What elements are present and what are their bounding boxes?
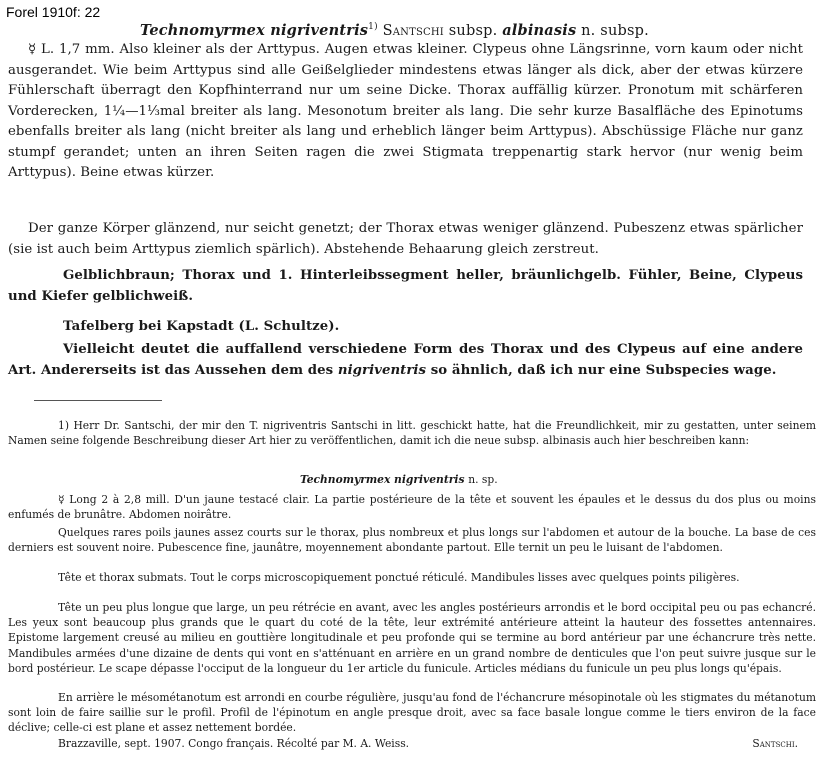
footnote-separator [34,400,162,401]
title-author: Santschi [382,23,444,39]
footnote-author-signature: Santschi. [752,737,798,750]
description-paragraph-3: Gelblichbraun; Thorax und 1. Hinterleibssegment heller, bräunlichgelb. Fühler, Beine, Clypeus und Kiefer gelblichweiß. [8,268,803,304]
footnote-paragraph-1: ☿ Long 2 à 2,8 mill. D'un jaune testacé clair. La partie postérieure de la tête et souvent les épaules et le dessus du dos plus ou moins enfumés de brunâtre. Abdomen noirâtre. [8,493,816,522]
description-paragraph-1: ☿ L. 1,7 mm. Also kleiner als der Arttypus. Augen etwas kleiner. Clypeus ohne Längsrinne, vorn kaum oder nicht ausgerandet. Wie beim Arttypus sind alle Geißelglieder mindestens etwas länger als dick, aber der etwas kürzere Fühlerschaft überragt den Kopfhinterrand nur um seine Dicke. Thorax auffällig kürzer. Pronotum mit schärferen Vorderecken, 1¼—1⅓mal breiter als lang. Mesonotum breiter als lang. Die sehr kurze Basalfläche des Epinotums ebenfalls breiter als lang (nicht breiter als lang und erheblich länger beim Arttypus). Abschüssige Fläche nur ganz stumpf gerandet; unten an ihren Seiten ragen die zwei Stigmata treppenartig stark hervor (nur wenig beim Arttypus). Beine etwas kürzer. [8,42,803,180]
title-species: Technomyrmex nigriventris [140,22,369,39]
page-header-label: Forel 1910f: 22 [0,0,130,24]
title-subspecies: albinasis [502,22,577,39]
footnote-heading-species: Technomyrmex nigriventris [300,473,465,486]
remark-text-b: so ähnlich, daß ich nur eine Subspecies wage. [430,362,777,378]
description-paragraph-5 [8,340,803,381]
title-footnote-mark: 1) [368,22,378,33]
taxon-title [140,22,836,39]
footnote-paragraph-3: Tête et thorax submats. Tout le corps microscopiquement ponctué réticulé. Mandibules lisses avec quelques points piligères. [58,571,740,584]
footnote-intro: 1) Herr Dr. Santschi, der mir den T. nigriventris Santschi in litt. geschickt hatte, hat die Freundlichkeit, mir zu gestatten, unter seinem Namen seine folgende Beschreibung dieser Art hier zu veröffentlichen, damit ich die neue subsp. albinasis auch hier beschreiben kann: [8,419,816,448]
footnote-signature-line [8,737,816,750]
remark-text-a: Vielleicht deutet die auffallend verschiedene Form des Thorax und des Clypeus auf eine andere Art. Andererseits ist das Aussehen dem des [8,342,803,378]
footnote-paragraph-5: En arrière le mésométanotum est arrondi en courbe régulière, jusqu'au fond de l'échancrure mésopinotale où les stigmates du métanotum sont loin de faire saillie sur le profil. Profil de l'épinotum en angle presque droit, avec sa face basale longue comme le tiers environ de la face déclive; celle-ci est plane et assez nettement bordée. [8,691,816,735]
footnote-paragraph-4: Tête un peu plus longue que large, un peu rétrécie en avant, avec les angles postérieurs arrondis et le bord occipital peu ou pas echancré. Les yeux sont beaucoup plus grands que le quart du coté de la tête, leur extrémité antérieure atteint la hauteur des fossettes antennaires. Epistome largement creusé au milieu en gouttière longitudinale et peu profonde qui se termine au bord antérieur par une échancrure très nette. Mandibules armées d'une dizaine de dents qui vont en s'atténuant en arrière en un grand nombre de denticules que l'on peut suivre jusque sur le bord postérieur. Le scape dépasse l'occiput de la longueur du 1er article du funicule. Articles médians du funicule un peu plus longs qu'épais. [8,601,816,675]
description-paragraph-2: Der ganze Körper glänzend, nur seicht genetzt; der Thorax etwas weniger glänzend. Pubeszenz etwas spärlicher (sie ist auch beim Arttypus ziemlich spärlich). Abstehende Behaarung gleich zerstreut. [8,221,803,257]
title-nsubsp: n. subsp. [581,23,649,39]
footnote-heading-nsp: n. sp. [468,473,498,486]
title-subsp-word: subsp. [448,23,498,39]
footnote-heading [300,473,498,486]
footnote-paragraph-2: Quelques rares poils jaunes assez courts sur le thorax, plus nombreux et plus longs sur l'abdomen et autour de la bouche. La base de ces derniers est souvent noire. Pubescence fine, jaunâtre, moyennement abondante partout. Elle ternit un peu le luisant de l'abdomen. [8,526,816,555]
collection-record: Brazzaville, sept. 1907. Congo français. Récolté par M. A. Weiss. [58,737,410,750]
locality-line: Tafelberg bei Kapstadt (L. Schultze). [63,319,340,334]
remark-species-name: nigriventris [337,362,427,378]
